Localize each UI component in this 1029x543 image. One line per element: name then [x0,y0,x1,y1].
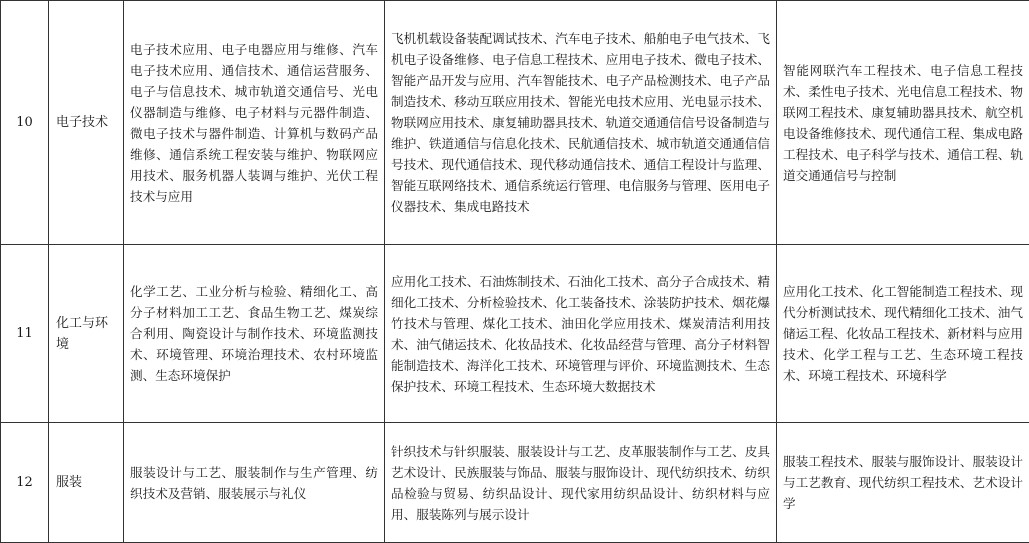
table-row [1,1,1029,245]
category-name: 服装 [49,423,124,543]
row-number: 11 [1,245,49,423]
table-row [1,245,1029,423]
category-name: 化工与环境 [49,245,124,423]
row-number: 10 [1,1,49,245]
undergraduate-majors: 应用化工技术、化工智能制造工程技术、现代分析测试技术、现代精细化工技术、油气储运工程、化妆品工程技术、新材料与应用技术、化学工程与工艺、生态环境工程技术、环境工程技术、环境科学 [777,245,1029,423]
secondary-majors: 服装设计与工艺、服装制作与生产管理、纺织技术及营销、服装展示与礼仪 [124,423,385,543]
undergraduate-majors: 智能网联汽车工程技术、电子信息工程技术、柔性电子技术、光电信息工程技术、物联网工程技术、康复辅助器具技术、航空机电设备维修技术、现代通信工程、集成电路工程技术、电子科学与技术、通信工程、轨道交通通信号与控制 [777,1,1029,245]
row-number: 12 [1,423,49,543]
secondary-majors: 化学工艺、工业分析与检验、精细化工、高分子材料加工工艺、食品生物工艺、煤炭综合利用、陶瓷设计与制作技术、环境监测技术、环境管理、环境治理技术、农村环境监测、生态环境保护 [124,245,385,423]
table-row [1,423,1029,543]
higher-vocational-majors: 应用化工技术、石油炼制技术、石油化工技术、高分子合成技术、精细化工技术、分析检验技术、化工装备技术、涂装防护技术、烟花爆竹技术与管理、煤化工技术、油田化学应用技术、煤炭清洁利用技术、油气储运技术、化妆品技术、化妆品经营与管理、高分子材料智能制造技术、海洋化工技术、环境管理与评价、环境监测技术、生态保护技术、环境工程技术、生态环境大数据技术 [385,245,777,423]
higher-vocational-majors: 飞机机载设备装配调试技术、汽车电子技术、船舶电子电气技术、飞机电子设备维修、电子信息工程技术、应用电子技术、微电子技术、智能产品开发与应用、汽车智能技术、电子产品检测技术、电子产品制造技术、移动互联应用技术、智能光电技术应用、光电显示技术、物联网应用技术、康复辅助器具技术、轨道交通通信信号设备制造与维护、铁道通信与信息化技术、民航通信技术、城市轨道交通通信信号技术、现代通信技术、现代移动通信技术、通信工程设计与监理、智能互联网络技术、通信系统运行管理、电信服务与管理、医用电子仪器技术、集成电路技术 [385,1,777,245]
category-name: 电子技术 [49,1,124,245]
higher-vocational-majors: 针织技术与针织服装、服装设计与工艺、皮革服装制作与工艺、皮具艺术设计、民族服装与饰品、服装与服饰设计、现代纺织技术、纺织品检验与贸易、纺织品设计、现代家用纺织品设计、纺织材料与应用、服装陈列与展示设计 [385,423,777,543]
secondary-majors: 电子技术应用、电子电器应用与维修、汽车电子技术应用、通信技术、通信运营服务、电子与信息技术、城市轨道交通信号、光电仪器制造与维修、电子材料与元器件制造、微电子技术与器件制造、计算机与数码产品维修、通信系统工程安装与维护、物联网应用技术、服务机器人装调与维护、光伏工程技术与应用 [124,1,385,245]
undergraduate-majors: 服装工程技术、服装与服饰设计、服装设计与工艺教育、现代纺织工程技术、艺术设计学 [777,423,1029,543]
